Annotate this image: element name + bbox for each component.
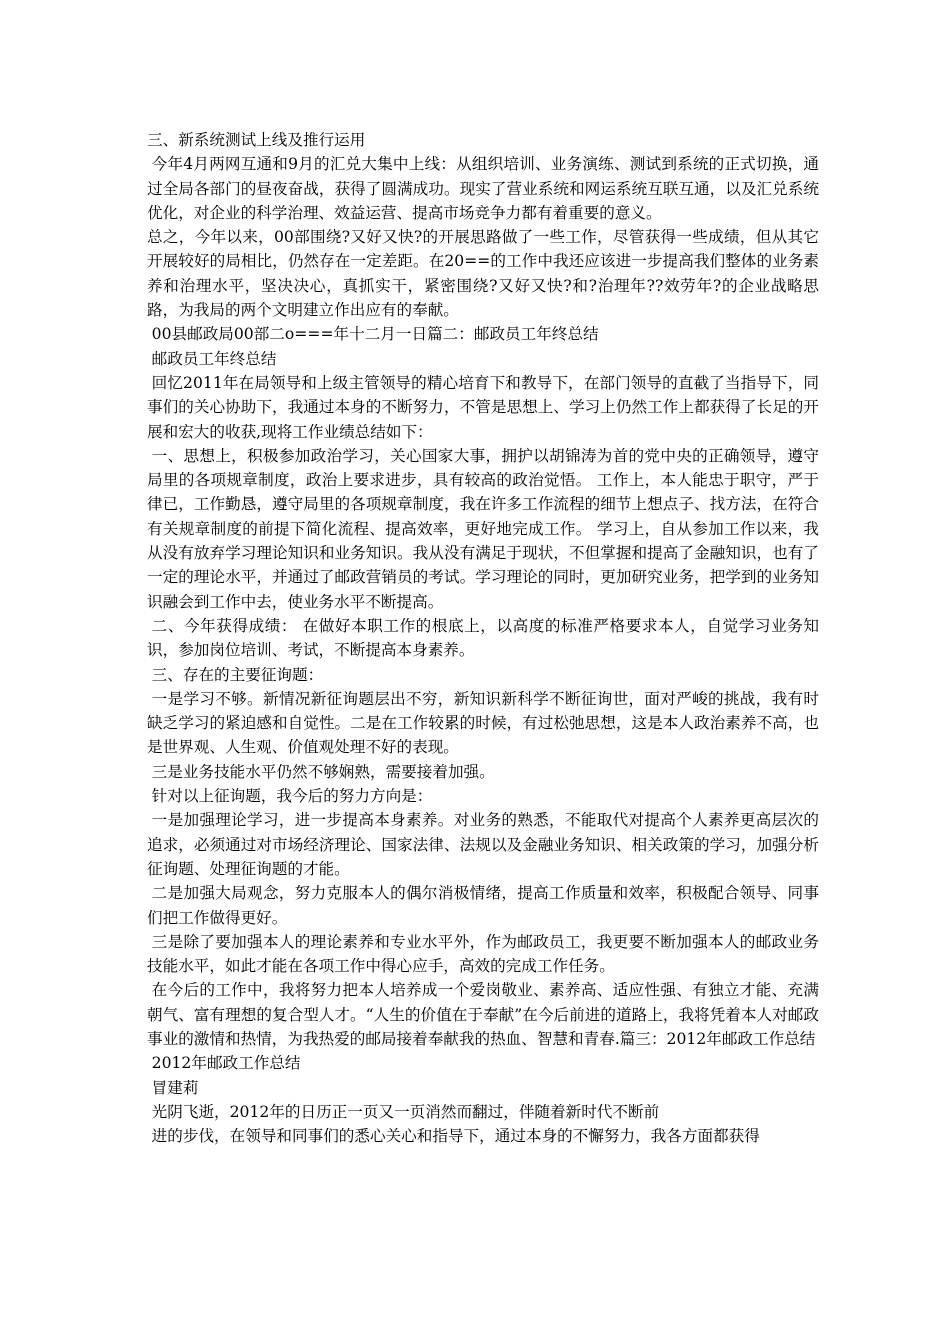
paragraph: 光阴飞逝，2012年的日历正一页又一页消然而翻过，伴随着新时代不断前 <box>151 1102 660 1121</box>
paragraph: 一是加强理论学习，进一步提高本身素养。对业务的熟悉，不能取代对提高个人素养更高层次的追求，必须通过对市场经济理论、国家法律、法规以及金融业务知识、相关政策的学习，加强分析征询题、处理征询题的才能。 <box>147 811 819 878</box>
paragraph: 总之，今年以来，00部围绕?又好又快?的开展思路做了一些工作，尽管获得一些成绩，但从其它开展较好的局相比，仍然存在一定差距。在20==的工作中我还应该进一步提高我们整体的业务素养和治理水平，坚决决心，真抓实干，紧密围绕?又好又快?和?治理年??效劳年?的企业战略思路，为我局的两个文明建立作出应有的奉献。 <box>147 228 819 320</box>
document-body <box>147 128 819 1148</box>
paragraph-title: 邮政员工年终总结 <box>151 349 277 368</box>
paragraph: 一是学习不够。新情况新征询题层出不穷，新知识新科学不断征询世，面对严峻的挑战，我有时缺乏学习的紧迫感和自觉性。二是在工作较累的时候，有过松弛思想，这是本人政治素养不高，也是世界观、人生观、价值观处理不好的表现。 <box>147 689 819 757</box>
paragraph-heading: 三、存在的主要征询题： <box>151 665 324 684</box>
paragraph: 今年4月两网互通和9月的汇兑大集中上线：从组织培训、业务演练、测试到系统的正式切换，通过全局各部门的昼夜奋战，获得了圆满成功。现实了营业系统和网运系统互联互通，以及汇兑系统优化，对企业的科学治理、效益运营、提高市场竞争力都有着重要的意义。 <box>147 155 819 222</box>
paragraph-signature-line: 00县邮政局00部二o===年十二月一日篇二：邮政员工年终总结 <box>151 325 599 344</box>
paragraph-section-heading-3: 三、新系统测试上线及推行运用 <box>147 131 366 149</box>
paragraph: 一、思想上，积极参加政治学习，关心国家大事，拥护以胡锦涛为首的党中央的正确领导，遵守局里的各项规章制度，政治上要求进步，具有较高的政治觉悟。 工作上，本人能忠于职守，严于律已，工作勤恳，遵守局里的各项规章制度，我在许多工作流程的细节上想点子、找方法，在符合有关规章制度的前提下简化流程、提高效率，更好地完成工作。 学习上，自从参加工作以来，我从没有放弃学习理论知识和业务知识。我从没有满足于现状，不但掌握和提高了金融知识，也有了一定的理论水平，并通过了邮政营销员的考试。学习理论的同时，更加研究业务，把学到的业务知识融会到工作中去，使业务水平不断提高。 <box>147 446 819 611</box>
paragraph: 三是除了要加强本人的理论素养和专业水平外，作为邮政员工，我更要不断加强本人的邮政业务技能水平，如此才能在各项工作中得心应手，高效的完成工作任务。 <box>147 932 819 976</box>
paragraph: 在今后的工作中，我将努力把本人培养成一个爱岗敬业、素养高、适应性强、有独立才能、充满朝气、富有理想的复合型人才。“人生的价值在于奉献”在今后前进的道路上，我将凭着本人对邮政事业的激情和热情，为我热爱的邮局接着奉献我的热血、智慧和青春.篇三：2012年邮政工作总结 <box>147 981 819 1048</box>
paragraph-title: 2012年邮政工作总结 <box>151 1054 301 1073</box>
paragraph: 二、今年获得成绩： 在做好本职工作的根底上，以高度的标准严格要求本人，自觉学习业务知识，参加岗位培训、考试，不断提高本身素养。 <box>147 616 819 660</box>
paragraph: 三是业务技能水平仍然不够娴熟，需要接着加强。 <box>151 762 495 781</box>
paragraph: 二是加强大局观念，努力克服本人的偶尔消极情绪，提高工作质量和效率，积极配合领导、同事们把工作做得更好。 <box>147 884 819 927</box>
paragraph: 进的步伐，在领导和同事们的悉心关心和指导下，通过本身的不懈努力，我各方面都获得 <box>151 1127 760 1146</box>
paragraph: 回忆2011年在局领导和上级主管领导的精心培育下和教导下，在部门领导的直截了当指导下，同事们的关心协助下，我通过本身的不断努力，不管是思想上、学习上仍然工作上都获得了长足的开展和宏大的收获,现将工作业绩总结如下： <box>147 373 819 441</box>
paragraph: 针对以上征询题，我今后的努力方向是： <box>151 787 433 806</box>
paragraph-author: 冒建莉 <box>151 1078 199 1097</box>
